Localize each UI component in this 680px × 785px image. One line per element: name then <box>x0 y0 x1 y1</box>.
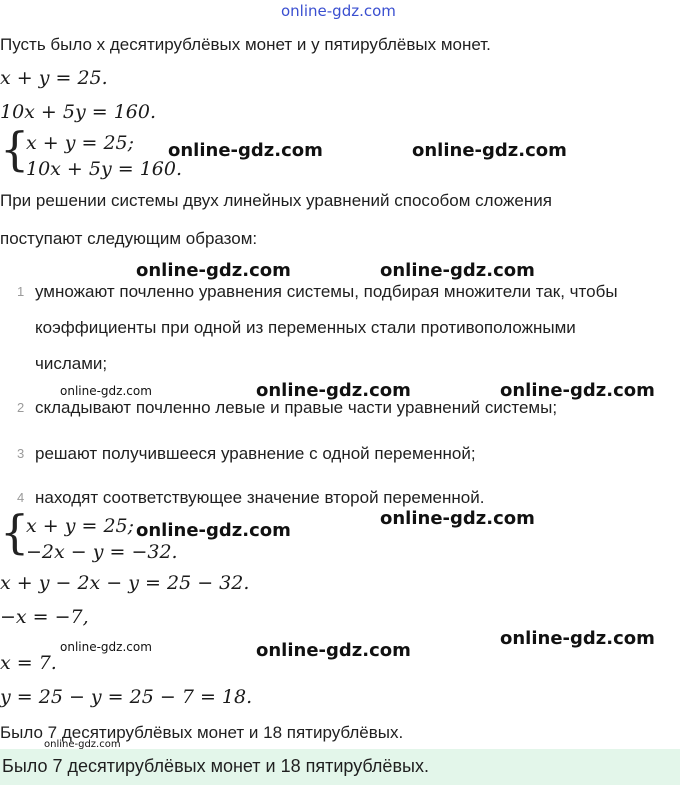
watermark: online-gdz.com <box>500 628 655 649</box>
watermark: online-gdz.com <box>412 140 567 161</box>
step-2-line-1: складывают почленно левые и правые части уравнений системы; <box>35 398 558 417</box>
step-number-4: 4 <box>17 490 25 505</box>
step-1-line-3: числами; <box>35 354 108 373</box>
system-brace-1: { <box>0 122 30 176</box>
watermark: online-gdz.com <box>380 260 535 281</box>
calc-line-2: −x = −7, <box>0 606 89 628</box>
system1-line1: x + y = 25; <box>26 132 135 154</box>
top-watermark: online-gdz.com <box>281 2 396 20</box>
system2-line2: −2x − y = −32. <box>26 541 178 563</box>
step-3-line-1: решают получившееся уравнение с одной переменной; <box>35 444 476 463</box>
watermark: online-gdz.com <box>44 739 121 750</box>
watermark: online-gdz.com <box>136 260 291 281</box>
watermark: online-gdz.com <box>500 380 655 401</box>
step-1-line-1: умножают почленно уравнения системы, подбирая множители так, чтобы <box>35 282 618 301</box>
watermark: online-gdz.com <box>60 640 152 654</box>
conclusion-text: Было 7 десятирублёвых монет и 18 пятирублёвых. <box>0 723 404 742</box>
watermark: online-gdz.com <box>60 384 152 398</box>
step-4-line-1: находят соответствующее значение второй переменной. <box>35 488 485 507</box>
watermark: online-gdz.com <box>168 140 323 161</box>
watermark: online-gdz.com <box>136 520 291 541</box>
watermark: online-gdz.com <box>256 640 411 661</box>
step-number-2: 2 <box>17 400 25 415</box>
system-brace-2: { <box>0 505 30 559</box>
answer-box <box>0 749 680 785</box>
answer-text: Было 7 десятирублёвых монет и 18 пятирублёвых. <box>2 756 429 776</box>
system2-line1: x + y = 25; <box>26 515 135 537</box>
calc-line-4: y = 25 − y = 25 − 7 = 18. <box>0 686 253 708</box>
watermark: online-gdz.com <box>256 380 411 401</box>
method-line-2: поступают следующим образом: <box>0 229 258 248</box>
intro-text: Пусть было x десятирублёвых монет и y пятирублёвых монет. <box>0 35 491 54</box>
step-1-line-2: коэффициенты при одной из переменных стали противоположными <box>35 318 576 337</box>
step-number-1: 1 <box>17 284 25 299</box>
equation-2: 10x + 5y = 160. <box>0 101 157 123</box>
system1-line2: 10x + 5y = 160. <box>26 158 183 180</box>
calc-line-1: x + y − 2x − y = 25 − 32. <box>0 572 250 594</box>
step-number-3: 3 <box>17 446 25 461</box>
method-line-1: При решении системы двух линейных уравнений способом сложения <box>0 191 552 210</box>
watermark: online-gdz.com <box>380 508 535 529</box>
equation-1: x + y = 25. <box>0 67 108 89</box>
calc-line-3: x = 7. <box>0 652 57 674</box>
